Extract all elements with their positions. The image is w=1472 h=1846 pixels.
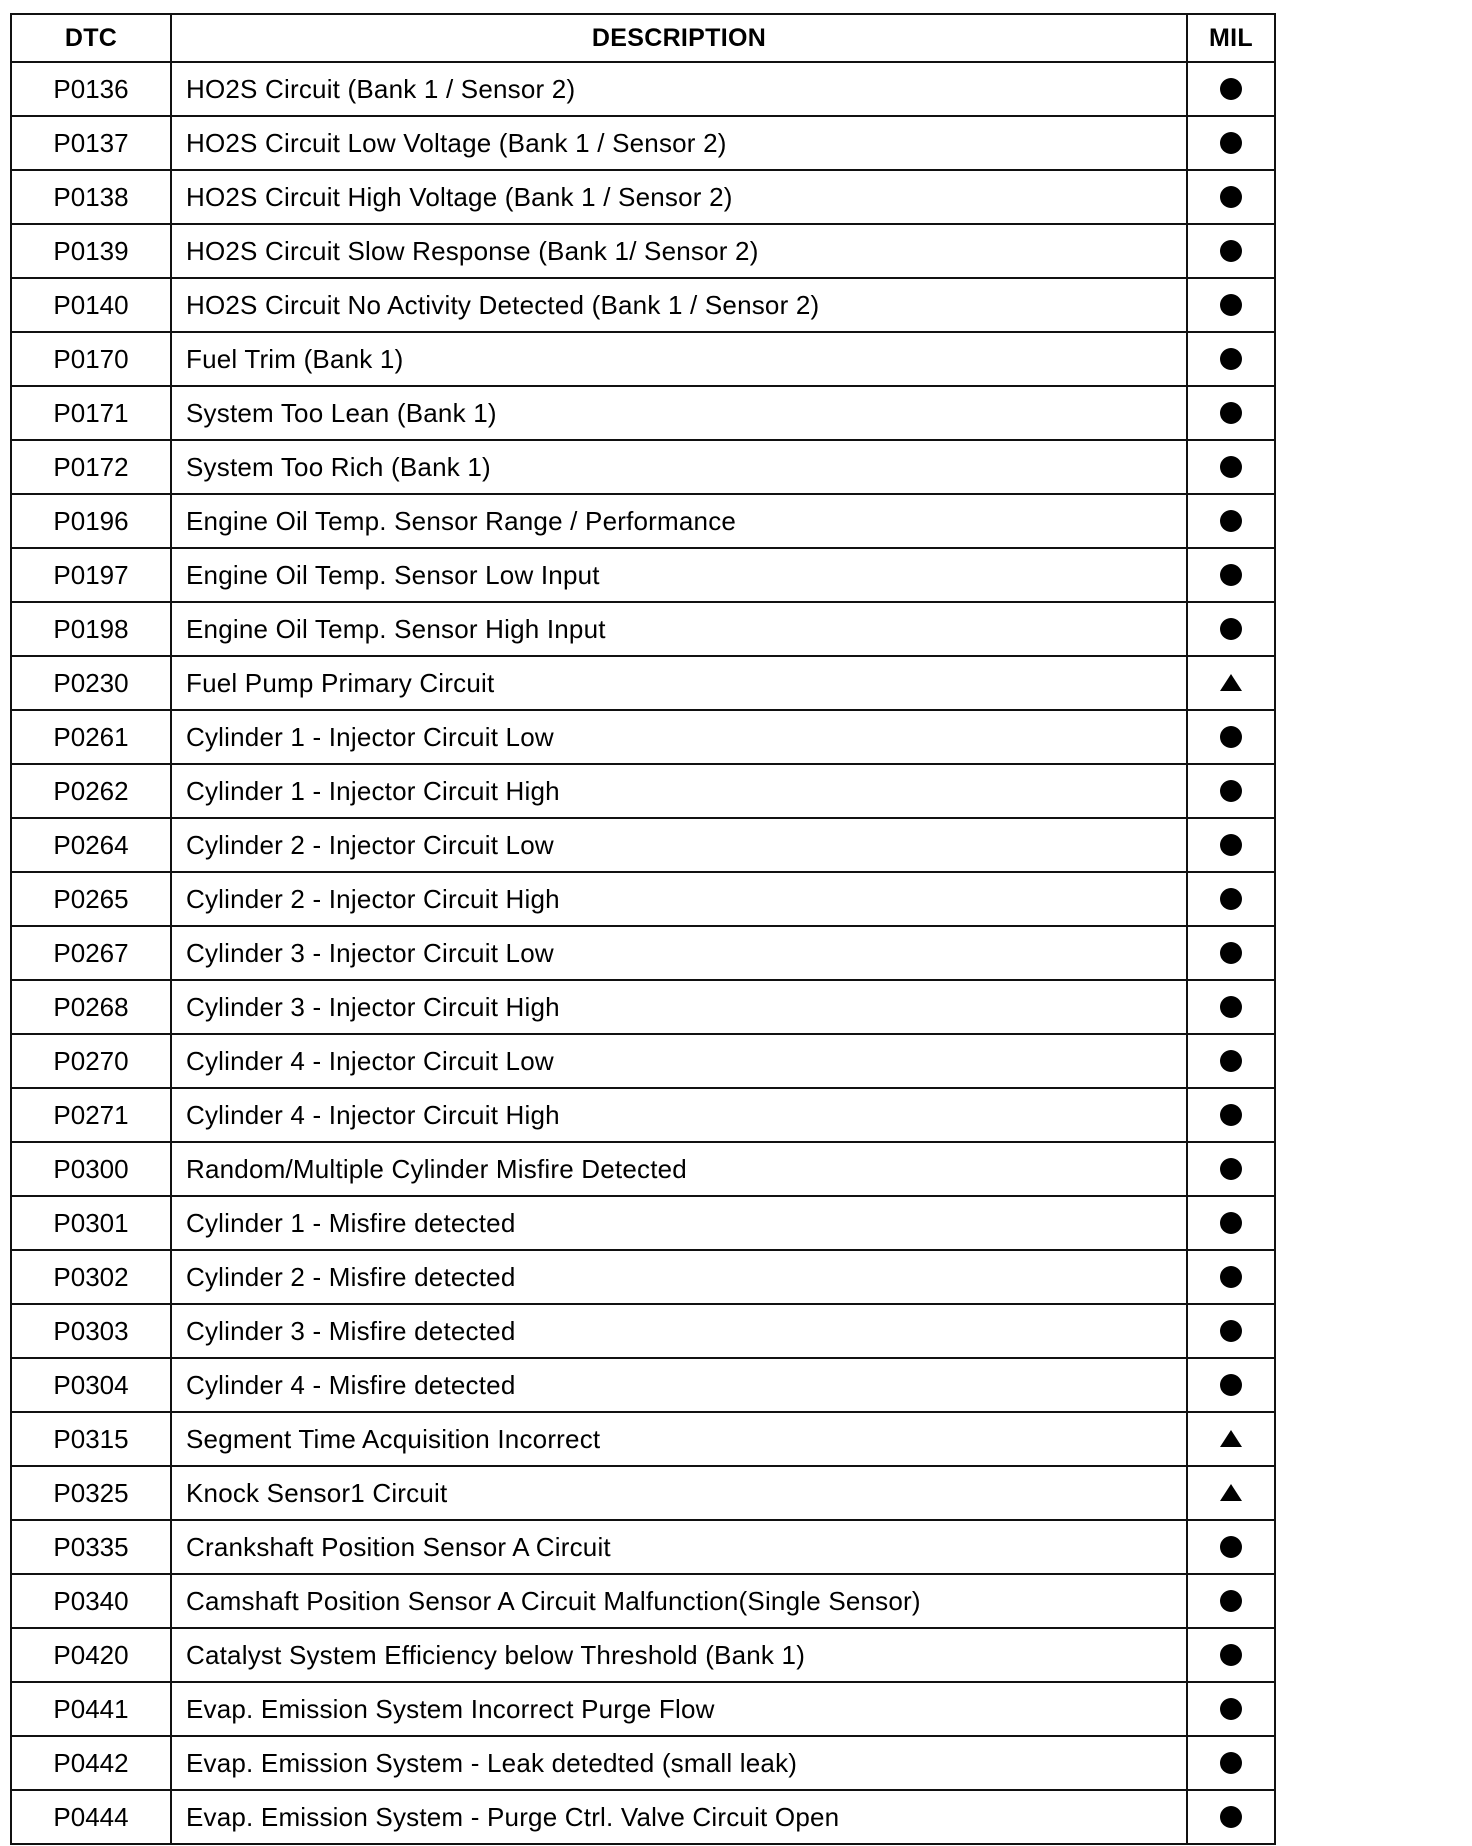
mil-cell [1187, 1682, 1275, 1736]
dtc-description: Crankshaft Position Sensor A Circuit [171, 1520, 1187, 1574]
mil-dot-icon [1220, 726, 1242, 748]
dtc-description: Cylinder 3 - Misfire detected [171, 1304, 1187, 1358]
dtc-description: HO2S Circuit High Voltage (Bank 1 / Sensor 2) [171, 170, 1187, 224]
dtc-description: Fuel Trim (Bank 1) [171, 332, 1187, 386]
table-row [11, 494, 1275, 548]
table-row [11, 1466, 1275, 1520]
dtc-code: P0420 [11, 1628, 171, 1682]
dtc-code: P0171 [11, 386, 171, 440]
mil-cell [1187, 440, 1275, 494]
dtc-description: Random/Multiple Cylinder Misfire Detected [171, 1142, 1187, 1196]
table-row [11, 62, 1275, 116]
dtc-description: Segment Time Acquisition Incorrect [171, 1412, 1187, 1466]
dtc-code: P0138 [11, 170, 171, 224]
mil-cell [1187, 224, 1275, 278]
mil-dot-icon [1220, 1050, 1242, 1072]
table-row [11, 1250, 1275, 1304]
table-row [11, 656, 1275, 710]
table-row [11, 170, 1275, 224]
dtc-code: P0264 [11, 818, 171, 872]
table-row [11, 1682, 1275, 1736]
dtc-description: System Too Rich (Bank 1) [171, 440, 1187, 494]
mil-dot-icon [1220, 1590, 1242, 1612]
mil-triangle-icon [1220, 1430, 1242, 1447]
mil-dot-icon [1220, 402, 1242, 424]
dtc-description: Engine Oil Temp. Sensor High Input [171, 602, 1187, 656]
mil-cell [1187, 818, 1275, 872]
dtc-code: P0271 [11, 1088, 171, 1142]
table-row [11, 440, 1275, 494]
dtc-description: Cylinder 3 - Injector Circuit High [171, 980, 1187, 1034]
dtc-code: P0198 [11, 602, 171, 656]
dtc-code: P0301 [11, 1196, 171, 1250]
header-mil: MIL [1187, 14, 1275, 62]
mil-cell [1187, 386, 1275, 440]
dtc-code: P0137 [11, 116, 171, 170]
table-row [11, 1304, 1275, 1358]
dtc-description: HO2S Circuit (Bank 1 / Sensor 2) [171, 62, 1187, 116]
mil-cell [1187, 710, 1275, 764]
mil-cell [1187, 764, 1275, 818]
dtc-description: Cylinder 4 - Injector Circuit High [171, 1088, 1187, 1142]
mil-dot-icon [1220, 186, 1242, 208]
dtc-code: P0230 [11, 656, 171, 710]
mil-cell [1187, 278, 1275, 332]
mil-cell [1187, 602, 1275, 656]
header-description: DESCRIPTION [171, 14, 1187, 62]
dtc-description: Cylinder 4 - Misfire detected [171, 1358, 1187, 1412]
mil-cell [1187, 548, 1275, 602]
mil-dot-icon [1220, 456, 1242, 478]
table-row [11, 1736, 1275, 1790]
table-row [11, 224, 1275, 278]
dtc-code: P0302 [11, 1250, 171, 1304]
table-row [11, 386, 1275, 440]
table-row [11, 1358, 1275, 1412]
dtc-description: HO2S Circuit Slow Response (Bank 1/ Sensor 2) [171, 224, 1187, 278]
dtc-code: P0267 [11, 926, 171, 980]
dtc-description: HO2S Circuit No Activity Detected (Bank 1 / Sensor 2) [171, 278, 1187, 332]
table-row [11, 1790, 1275, 1844]
mil-dot-icon [1220, 1374, 1242, 1396]
dtc-code: P0172 [11, 440, 171, 494]
dtc-description: Evap. Emission System - Leak detedted (small leak) [171, 1736, 1187, 1790]
mil-dot-icon [1220, 1698, 1242, 1720]
table-row [11, 1520, 1275, 1574]
mil-dot-icon [1220, 996, 1242, 1018]
mil-cell [1187, 1358, 1275, 1412]
mil-dot-icon [1220, 1536, 1242, 1558]
mil-cell [1187, 1250, 1275, 1304]
dtc-code: P0270 [11, 1034, 171, 1088]
dtc-document [10, 13, 1274, 1845]
dtc-description: Knock Sensor1 Circuit [171, 1466, 1187, 1520]
dtc-description: Engine Oil Temp. Sensor Low Input [171, 548, 1187, 602]
mil-cell [1187, 1034, 1275, 1088]
mil-triangle-icon [1220, 1484, 1242, 1501]
mil-cell [1187, 1790, 1275, 1844]
dtc-description: Engine Oil Temp. Sensor Range / Performance [171, 494, 1187, 548]
dtc-code: P0197 [11, 548, 171, 602]
mil-dot-icon [1220, 564, 1242, 586]
mil-dot-icon [1220, 78, 1242, 100]
dtc-code: P0300 [11, 1142, 171, 1196]
mil-dot-icon [1220, 240, 1242, 262]
table-row [11, 872, 1275, 926]
mil-dot-icon [1220, 1158, 1242, 1180]
mil-dot-icon [1220, 132, 1242, 154]
table-row [11, 116, 1275, 170]
mil-cell [1187, 1142, 1275, 1196]
table-row [11, 548, 1275, 602]
mil-dot-icon [1220, 618, 1242, 640]
table-row [11, 332, 1275, 386]
mil-cell [1187, 116, 1275, 170]
header-dtc: DTC [11, 14, 171, 62]
mil-cell [1187, 332, 1275, 386]
dtc-description: Catalyst System Efficiency below Threshold (Bank 1) [171, 1628, 1187, 1682]
mil-cell [1187, 1412, 1275, 1466]
mil-cell [1187, 170, 1275, 224]
table-row [11, 1574, 1275, 1628]
dtc-description: Cylinder 3 - Injector Circuit Low [171, 926, 1187, 980]
dtc-description: System Too Lean (Bank 1) [171, 386, 1187, 440]
mil-dot-icon [1220, 942, 1242, 964]
mil-cell [1187, 494, 1275, 548]
dtc-description: Cylinder 4 - Injector Circuit Low [171, 1034, 1187, 1088]
mil-dot-icon [1220, 348, 1242, 370]
dtc-code: P0262 [11, 764, 171, 818]
mil-cell [1187, 656, 1275, 710]
mil-cell [1187, 980, 1275, 1034]
dtc-description: Camshaft Position Sensor A Circuit Malfunction(Single Sensor) [171, 1574, 1187, 1628]
mil-cell [1187, 872, 1275, 926]
dtc-description: Cylinder 1 - Injector Circuit Low [171, 710, 1187, 764]
dtc-code: P0196 [11, 494, 171, 548]
mil-cell [1187, 926, 1275, 980]
table-row [11, 710, 1275, 764]
mil-dot-icon [1220, 780, 1242, 802]
dtc-description: Evap. Emission System Incorrect Purge Flow [171, 1682, 1187, 1736]
mil-dot-icon [1220, 1266, 1242, 1288]
dtc-description: Cylinder 2 - Injector Circuit High [171, 872, 1187, 926]
dtc-description: Cylinder 1 - Misfire detected [171, 1196, 1187, 1250]
mil-dot-icon [1220, 510, 1242, 532]
table-row [11, 926, 1275, 980]
dtc-code: P0140 [11, 278, 171, 332]
mil-cell [1187, 1628, 1275, 1682]
mil-dot-icon [1220, 834, 1242, 856]
mil-dot-icon [1220, 1104, 1242, 1126]
table-row [11, 602, 1275, 656]
dtc-code: P0268 [11, 980, 171, 1034]
table-row [11, 1412, 1275, 1466]
dtc-code: P0139 [11, 224, 171, 278]
dtc-code: P0335 [11, 1520, 171, 1574]
mil-cell [1187, 1736, 1275, 1790]
dtc-code: P0444 [11, 1790, 171, 1844]
dtc-code: P0442 [11, 1736, 171, 1790]
table-body [11, 62, 1275, 1844]
mil-cell [1187, 1520, 1275, 1574]
dtc-description: Fuel Pump Primary Circuit [171, 656, 1187, 710]
mil-cell [1187, 1574, 1275, 1628]
dtc-table [10, 13, 1276, 1845]
dtc-code: P0136 [11, 62, 171, 116]
table-row [11, 980, 1275, 1034]
mil-cell [1187, 1088, 1275, 1142]
dtc-description: Cylinder 2 - Misfire detected [171, 1250, 1187, 1304]
dtc-code: P0441 [11, 1682, 171, 1736]
dtc-code: P0304 [11, 1358, 171, 1412]
mil-triangle-icon [1220, 674, 1242, 691]
dtc-description: Cylinder 1 - Injector Circuit High [171, 764, 1187, 818]
mil-dot-icon [1220, 1644, 1242, 1666]
mil-cell [1187, 62, 1275, 116]
dtc-description: Evap. Emission System - Purge Ctrl. Valve Circuit Open [171, 1790, 1187, 1844]
table-row [11, 764, 1275, 818]
table-row [11, 1034, 1275, 1088]
table-row [11, 818, 1275, 872]
dtc-code: P0170 [11, 332, 171, 386]
dtc-code: P0340 [11, 1574, 171, 1628]
table-header-row [11, 14, 1275, 62]
dtc-code: P0315 [11, 1412, 171, 1466]
dtc-code: P0325 [11, 1466, 171, 1520]
table-row [11, 1628, 1275, 1682]
dtc-code: P0265 [11, 872, 171, 926]
mil-dot-icon [1220, 888, 1242, 910]
table-row [11, 1142, 1275, 1196]
table-row [11, 1088, 1275, 1142]
mil-cell [1187, 1304, 1275, 1358]
dtc-description: Cylinder 2 - Injector Circuit Low [171, 818, 1187, 872]
dtc-code: P0303 [11, 1304, 171, 1358]
table-row [11, 278, 1275, 332]
dtc-code: P0261 [11, 710, 171, 764]
mil-dot-icon [1220, 1752, 1242, 1774]
dtc-description: HO2S Circuit Low Voltage (Bank 1 / Sensor 2) [171, 116, 1187, 170]
mil-dot-icon [1220, 1212, 1242, 1234]
mil-dot-icon [1220, 294, 1242, 316]
table-row [11, 1196, 1275, 1250]
mil-dot-icon [1220, 1806, 1242, 1828]
mil-cell [1187, 1466, 1275, 1520]
mil-cell [1187, 1196, 1275, 1250]
mil-dot-icon [1220, 1320, 1242, 1342]
